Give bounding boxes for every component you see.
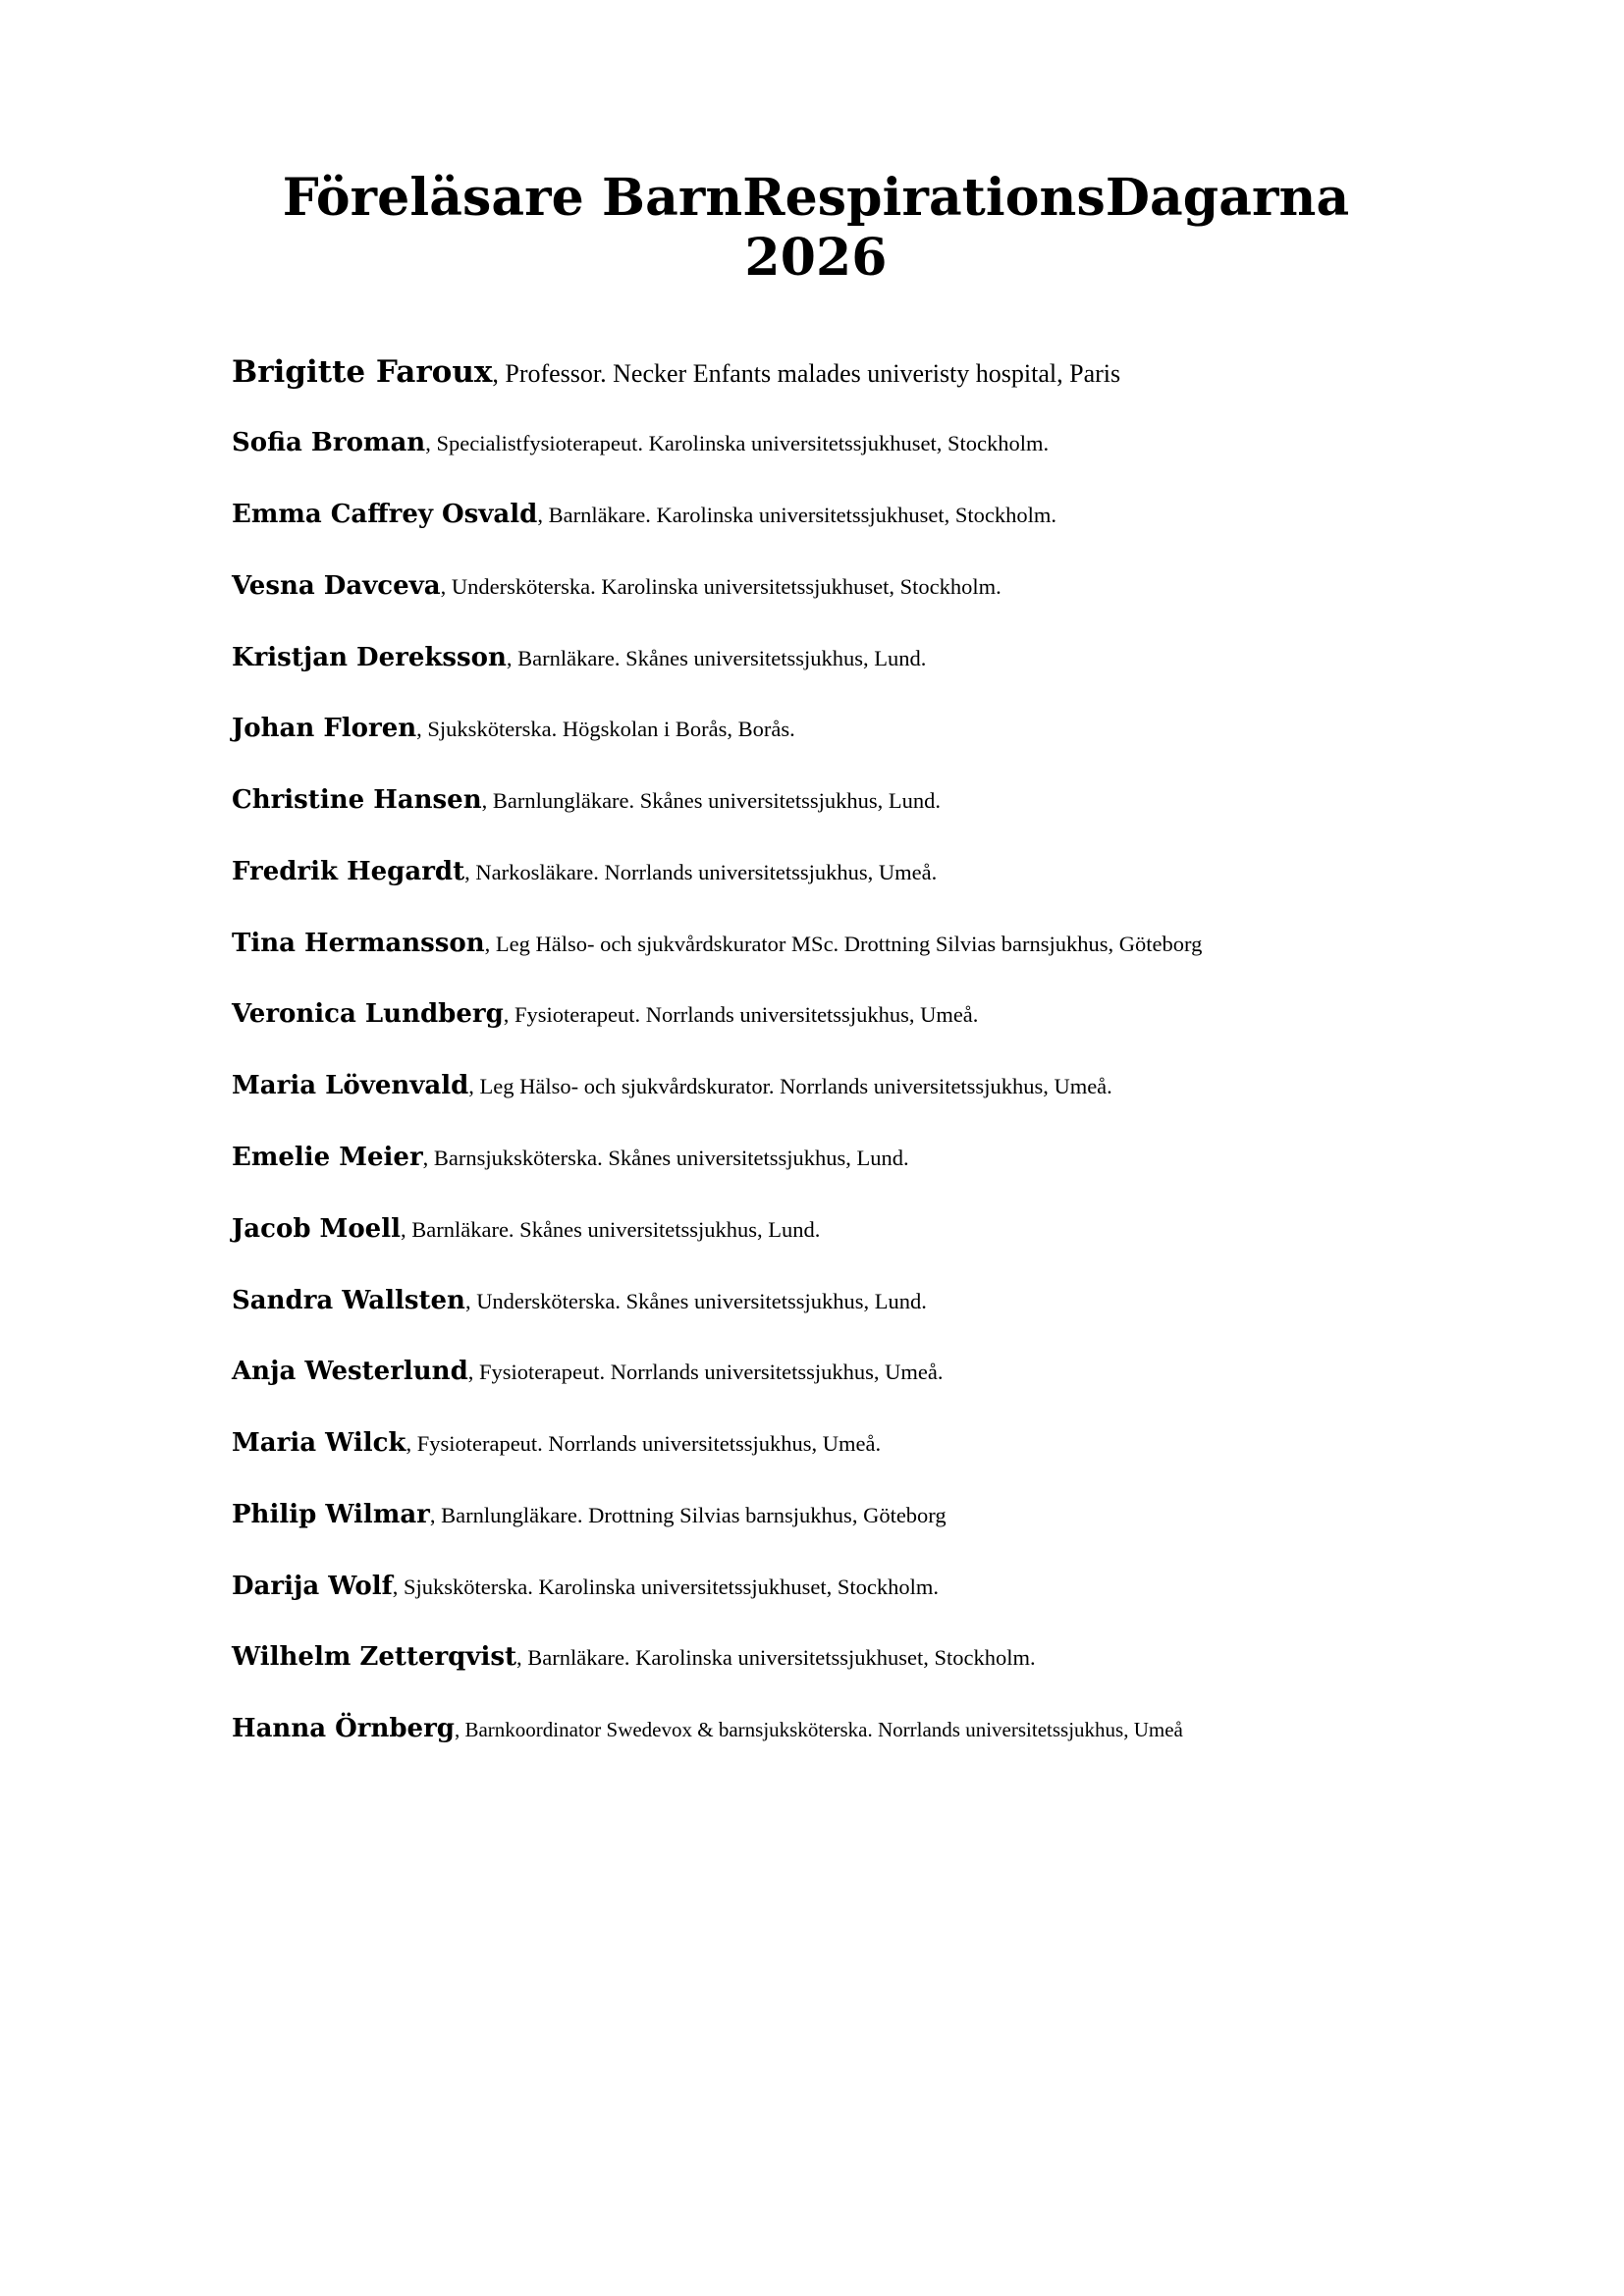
speaker-description: , Barnlungläkare. Skånes universitetssjukhus, Lund. [481,788,942,814]
speaker-list-item [232,427,1400,499]
speaker-list-item [232,1213,1400,1285]
speaker-list-item [232,1070,1400,1142]
speaker-name: Tina Hermansson [232,928,485,958]
speaker-list-item [232,1571,1400,1642]
speaker-name: Kristjan Dereksson [232,642,507,672]
speaker-description: , Leg Hälso- och sjukvårdskurator MSc. Drottning Silvias barnsjukhus, Göteborg [484,931,1203,956]
speaker-name: Jacob Moell [232,1213,401,1244]
speaker-list-item [232,784,1400,856]
speaker-name: Maria Lövenvald [232,1071,469,1101]
speaker-name: Anja Westerlund [232,1357,468,1387]
page-title-line-1: Föreläsare BarnRespirationsDagarna [282,168,1350,228]
speaker-description: , Barnlungläkare. Drottning Silvias barnsjukhus, Göteborg [429,1502,947,1527]
speaker-list-item [232,1427,1400,1499]
page-title-line-2: 2026 [744,227,888,288]
page-title [232,0,1400,289]
speaker-name: Philip Wilmar [232,1499,430,1529]
speaker-list-item [232,642,1400,714]
speaker-list-item [232,1142,1400,1213]
speaker-description: , Undersköterska. Karolinska universitetssjukhuset, Stockholm. [440,573,1001,599]
speaker-description: , Fysioterapeut. Norrlands universitetssjukhus, Umeå. [406,1431,882,1457]
speaker-name: Hanna Örnberg [232,1714,455,1744]
speaker-name: Johan Floren [232,714,417,744]
speaker-description: , Barnläkare. Skånes universitetssjukhus, Lund. [506,645,927,670]
speaker-list-item [232,998,1400,1070]
speaker-list-item [232,856,1400,928]
speaker-description: , Undersköterska. Skånes universitetssjukhus, Lund. [464,1288,927,1313]
speaker-name: Christine Hansen [232,785,482,816]
speaker-description: , Professor. Necker Enfants malades univeristy hospital, Paris [492,358,1121,388]
speaker-description: , Sjuksköterska. Karolinska universitetssjukhuset, Stockholm. [392,1574,939,1599]
speaker-name: Darija Wolf [232,1571,393,1601]
speaker-name: Fredrik Hegardt [232,856,465,886]
document-content [232,0,1400,1785]
speaker-name: Wilhelm Zetterqvist [232,1642,516,1673]
speaker-name: Vesna Davceva [232,570,441,601]
speaker-description: , Barnkoordinator Swedevox & barnsjuksköterska. Norrlands universitetssjukhus, Umeå [454,1718,1183,1742]
speaker-list-item [232,928,1400,999]
speaker-list [232,289,1400,1785]
speaker-name: Maria Wilck [232,1428,406,1459]
speaker-description: , Fysioterapeut. Norrlands universitetssjukhus, Umeå. [467,1360,944,1385]
speaker-description: , Barnläkare. Skånes universitetssjukhus, Lund. [400,1216,821,1242]
speaker-description: , Barnsjuksköterska. Skånes universitetssjukhus, Lund. [422,1145,909,1170]
speaker-description: , Narkosläkare. Norrlands universitetssjukhus, Umeå. [464,859,938,884]
speaker-list-item [232,1713,1400,1785]
speaker-description: , Sjuksköterska. Högskolan i Borås, Borås. [416,717,795,742]
speaker-list-item [232,353,1400,428]
speaker-name: Emelie Meier [232,1142,423,1172]
speaker-description: , Fysioterapeut. Norrlands universitetssjukhus, Umeå. [503,1002,979,1028]
speaker-list-item [232,570,1400,642]
speaker-list-item [232,1641,1400,1713]
speaker-name: Veronica Lundberg [232,999,504,1030]
speaker-list-item [232,1285,1400,1357]
speaker-description: , Barnläkare. Karolinska universitetssjukhuset, Stockholm. [537,503,1056,528]
speaker-name: Brigitte Faroux [232,353,493,390]
speaker-description: , Barnläkare. Karolinska universitetssjukhuset, Stockholm. [515,1645,1036,1671]
speaker-list-item [232,1356,1400,1427]
speaker-description: , Specialistfysioterapeut. Karolinska universitetssjukhuset, Stockholm. [425,431,1050,456]
speaker-list-item [232,713,1400,784]
speaker-description: , Leg Hälso- och sjukvårdskurator. Norrlands universitetssjukhus, Umeå. [468,1074,1112,1099]
speaker-list-item [232,1499,1400,1571]
speaker-name: Sofia Broman [232,428,426,458]
speaker-list-item [232,499,1400,570]
speaker-name: Sandra Wallsten [232,1285,465,1315]
speaker-name: Emma Caffrey Osvald [232,500,538,530]
